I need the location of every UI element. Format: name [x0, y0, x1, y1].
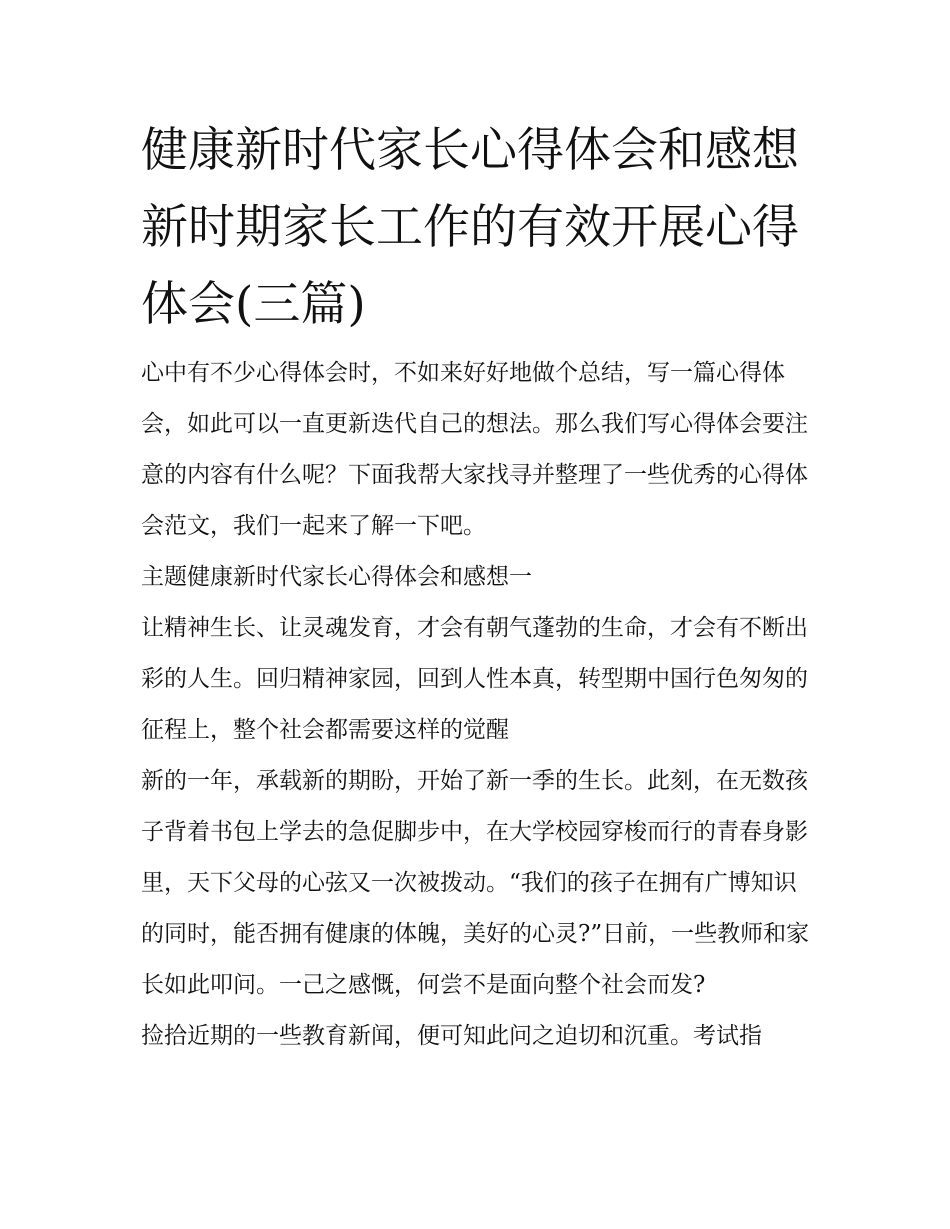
- document-title: 健康新时代家长心得体会和感想 新时期家长工作的有效开展心得体会(三篇): [141, 123, 799, 332]
- paragraph-news: 捡拾近期的一些教育新闻，便可知此问之迫切和沉重。考试指: [141, 1023, 762, 1049]
- paragraph-new-year: 新的一年，承载新的期盼，开始了新一季的生长。此刻，在无数孩子背着书包上学去的急促脚步中，在大学校园穿梭而行的青春身影里，天下父母的心弦又一次被拨动。“我们的孩子在拥有广博知识的同时，能否拥有健康的体魄，美好的心灵?”日前，一些教师和家长如此叩问。一己之感慨，何尝不是面向整个社会而发?: [141, 768, 810, 998]
- paragraph-spirit: 让精神生长、让灵魂发育，才会有朝气蓬勃的生命，才会有不断出彩的人生。回归精神家园，回到人性本真，转型期中国行色匆匆的征程上，整个社会都需要这样的觉醒: [141, 615, 808, 743]
- section-heading-1: 主题健康新时代家长心得体会和感想一: [141, 564, 532, 590]
- paragraph-intro: 心中有不少心得体会时，不如来好好地做个总结，写一篇心得体会，如此可以一直更新迭代自己的想法。那么我们写心得体会要注意的内容有什么呢？下面我帮大家找寻并整理了一些优秀的心得体会范文，我们一起来了解一下吧。: [141, 360, 808, 539]
- document-body: [141, 112, 813, 1062]
